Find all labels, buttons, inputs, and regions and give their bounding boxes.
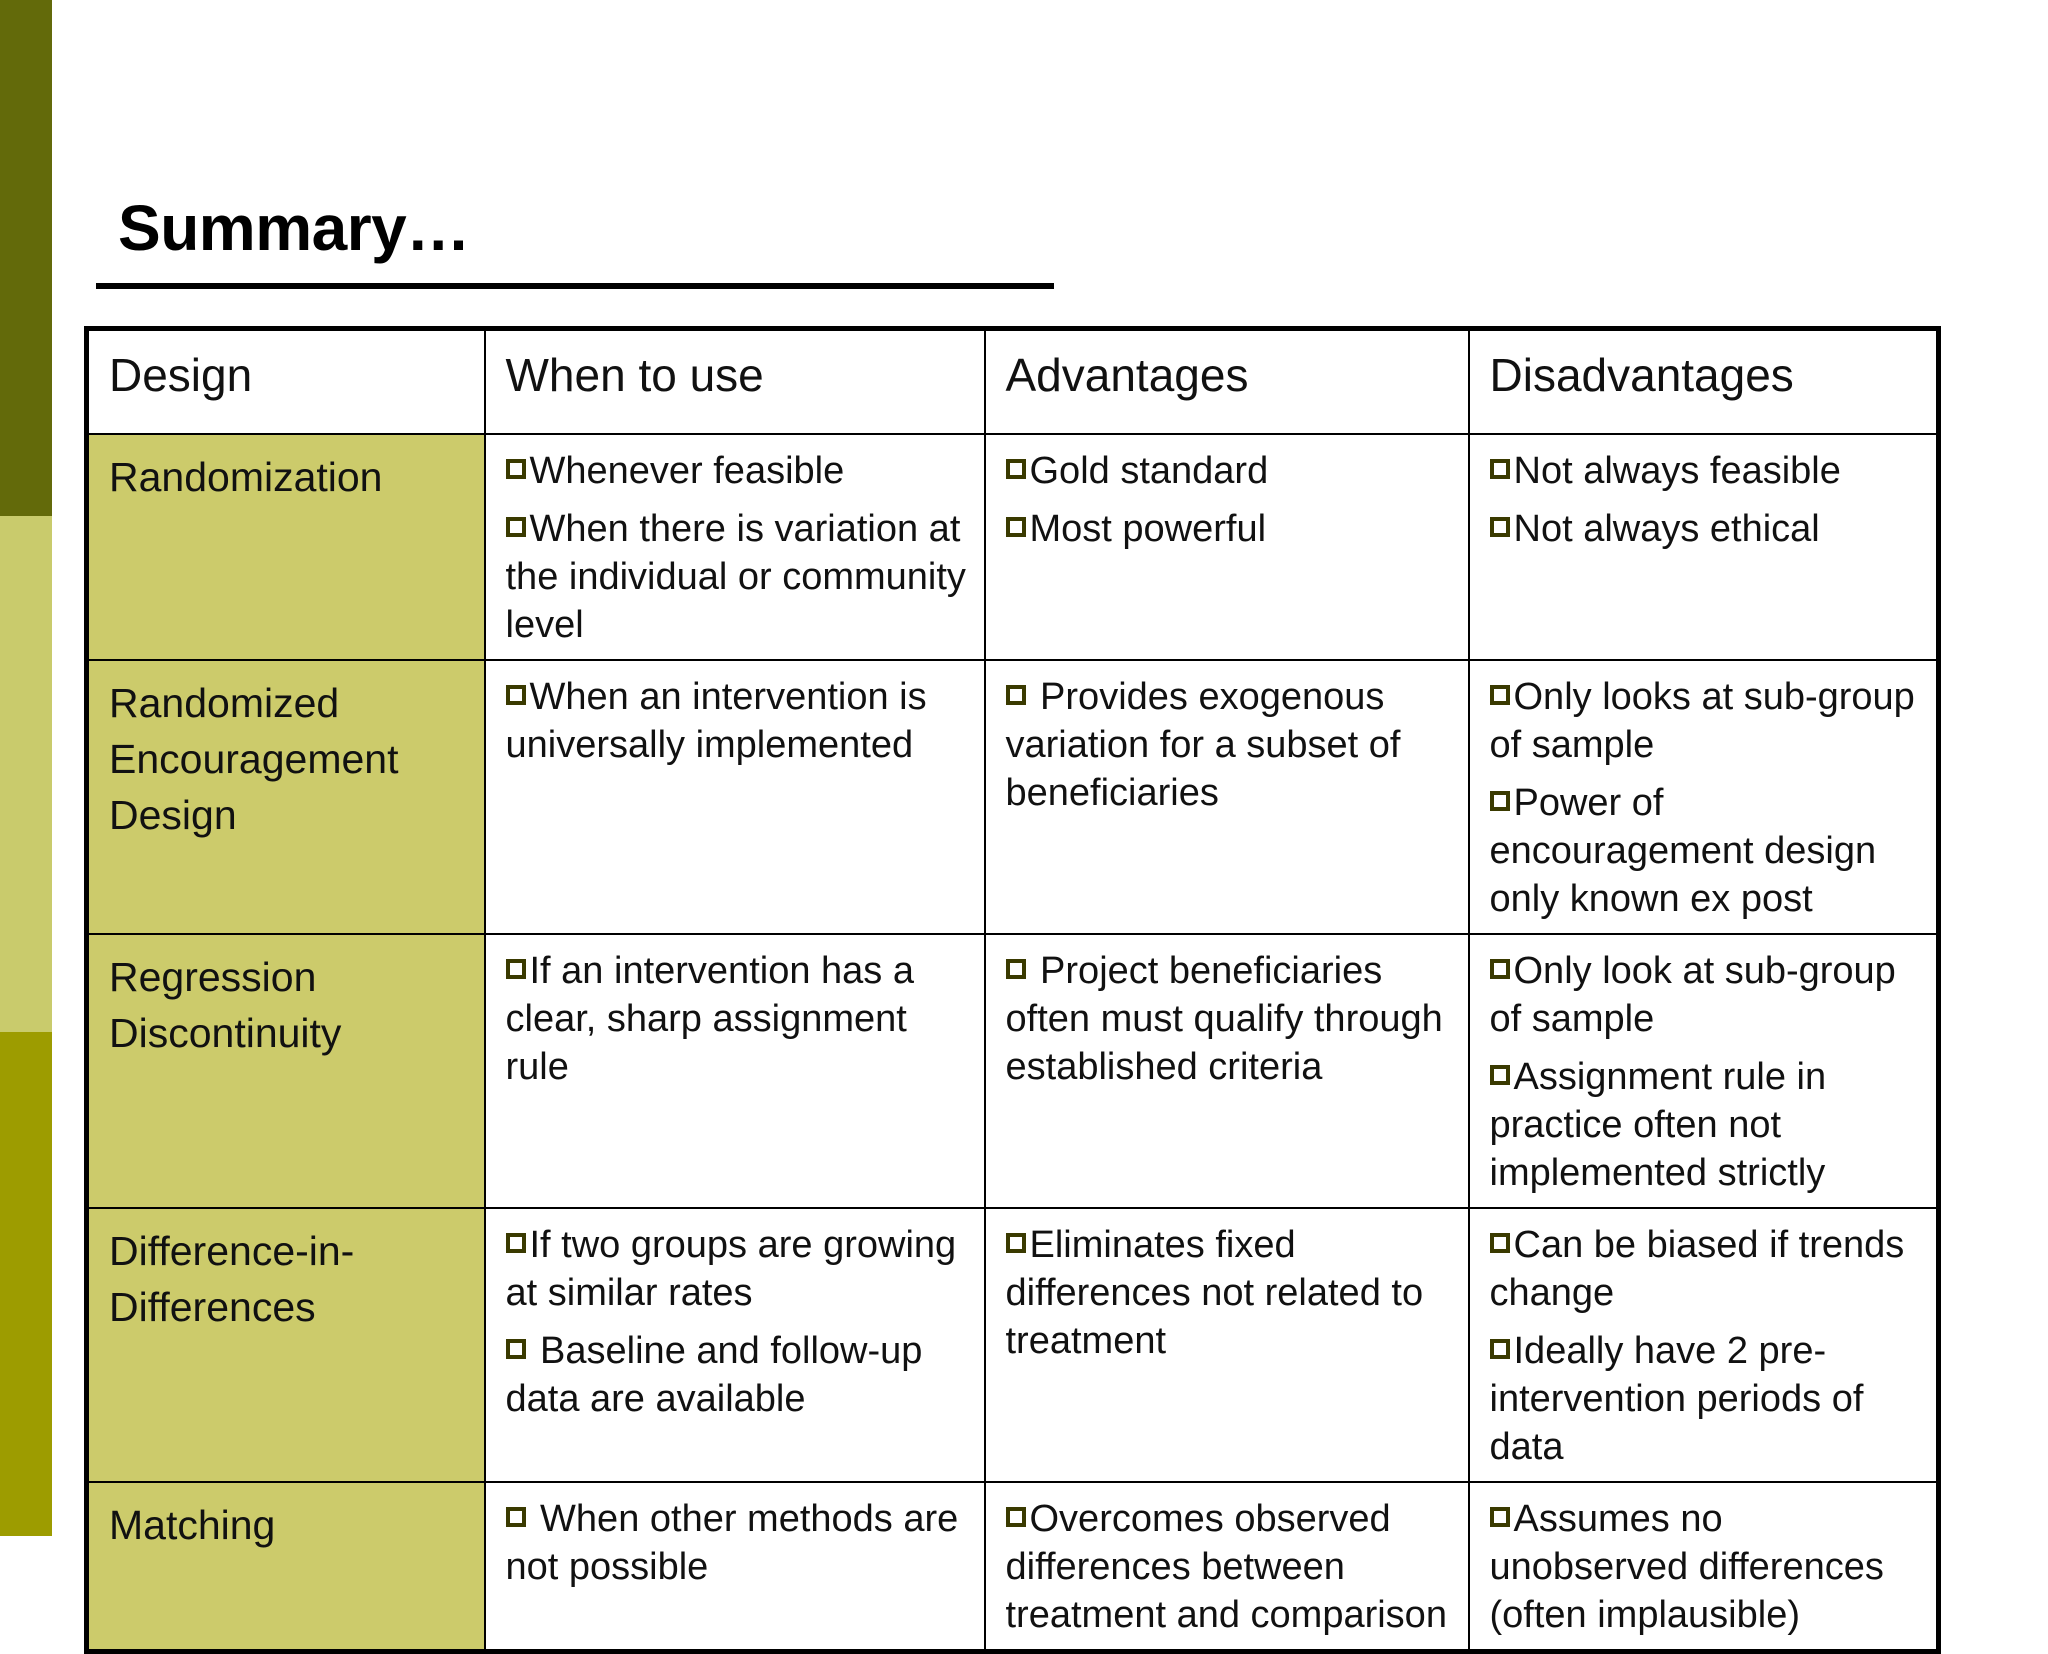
sidebar-band-light	[0, 516, 52, 1032]
advantages-cell	[985, 1208, 1469, 1482]
when-cell	[485, 934, 985, 1208]
header-design: Design	[87, 329, 485, 435]
square-bullet-icon	[506, 959, 526, 979]
square-bullet-icon	[506, 1339, 526, 1359]
square-bullet-icon	[1490, 459, 1510, 479]
square-bullet-icon	[1490, 1507, 1510, 1527]
square-bullet-icon	[1490, 685, 1510, 705]
design-cell: Difference-in-Differences	[87, 1208, 485, 1482]
header-advantages: Advantages	[985, 329, 1469, 435]
header-disadvantages: Disadvantages	[1469, 329, 1939, 435]
list-item: Only look at sub-group of sample	[1489, 950, 1896, 1040]
list-item: Not always ethical	[1490, 505, 1921, 553]
square-bullet-icon	[1006, 1507, 1026, 1527]
square-bullet-icon	[1490, 1065, 1510, 1085]
table-row	[87, 434, 1939, 660]
square-bullet-icon	[1006, 685, 1026, 705]
square-bullet-icon	[1006, 517, 1026, 537]
square-bullet-icon	[506, 1507, 526, 1527]
list-item: Not always feasible	[1490, 447, 1921, 495]
list-item: Only looks at sub-group of sample	[1489, 676, 1915, 766]
when-cell	[485, 660, 985, 934]
when-cell	[485, 434, 985, 660]
when-cell	[485, 1482, 985, 1652]
list-item: Can be biased if trends change	[1489, 1224, 1905, 1314]
square-bullet-icon	[506, 1233, 526, 1253]
list-item: Most powerful	[1006, 505, 1452, 553]
square-bullet-icon	[1490, 1339, 1510, 1359]
list-item: Eliminates fixed differences not related to treatment	[1005, 1224, 1424, 1362]
square-bullet-icon	[1490, 517, 1510, 537]
list-item: Power of encouragement design only known ex post	[1489, 782, 1877, 920]
table-row	[87, 1208, 1939, 1482]
slide-title: Summary…	[118, 192, 470, 264]
table-row	[87, 934, 1939, 1208]
list-item: Project beneficiaries often must qualify through established criteria	[1005, 950, 1443, 1088]
square-bullet-icon	[1490, 959, 1510, 979]
when-cell	[485, 1208, 985, 1482]
disadvantages-cell	[1469, 1208, 1939, 1482]
list-item: Assumes no unobserved differences (often implausible)	[1489, 1498, 1884, 1636]
table-row	[87, 660, 1939, 934]
disadvantages-cell	[1469, 1482, 1939, 1652]
sidebar-band-olive	[0, 1032, 52, 1536]
table-row	[87, 1482, 1939, 1652]
list-item: Whenever feasible	[506, 447, 968, 495]
advantages-cell	[985, 434, 1469, 660]
square-bullet-icon	[506, 459, 526, 479]
list-item: Ideally have 2 pre-intervention periods of data	[1489, 1330, 1864, 1468]
square-bullet-icon	[1490, 791, 1510, 811]
design-cell: Randomization	[87, 434, 485, 660]
list-item: If an intervention has a clear, sharp assignment rule	[505, 950, 914, 1088]
sidebar-band-dark	[0, 0, 52, 516]
square-bullet-icon	[1006, 459, 1026, 479]
square-bullet-icon	[1490, 1233, 1510, 1253]
list-item: Provides exogenous variation for a subset of beneficiaries	[1005, 676, 1401, 814]
list-item: Baseline and follow-up data are available	[505, 1330, 923, 1420]
summary-table	[84, 326, 1941, 1654]
design-cell: Matching	[87, 1482, 485, 1652]
header-when-to-use: When to use	[485, 329, 985, 435]
list-item: Assignment rule in practice often not implemented strictly	[1489, 1056, 1827, 1194]
square-bullet-icon	[1006, 959, 1026, 979]
design-cell: Regression Discontinuity	[87, 934, 485, 1208]
list-item: When an intervention is universally implemented	[505, 676, 927, 766]
square-bullet-icon	[1006, 1233, 1026, 1253]
list-item: If two groups are growing at similar rates	[505, 1224, 957, 1314]
disadvantages-cell	[1469, 934, 1939, 1208]
design-cell: Randomized Encouragement Design	[87, 660, 485, 934]
square-bullet-icon	[506, 685, 526, 705]
square-bullet-icon	[506, 517, 526, 537]
advantages-cell	[985, 660, 1469, 934]
list-item: When there is variation at the individual or community level	[505, 508, 966, 646]
disadvantages-cell	[1469, 434, 1939, 660]
title-underline	[96, 283, 1054, 289]
disadvantages-cell	[1469, 660, 1939, 934]
list-item: Overcomes observed differences between treatment and comparison	[1005, 1498, 1447, 1636]
advantages-cell	[985, 934, 1469, 1208]
list-item: Gold standard	[1006, 447, 1452, 495]
advantages-cell	[985, 1482, 1469, 1652]
list-item: When other methods are not possible	[505, 1498, 959, 1588]
header-row	[87, 329, 1939, 435]
